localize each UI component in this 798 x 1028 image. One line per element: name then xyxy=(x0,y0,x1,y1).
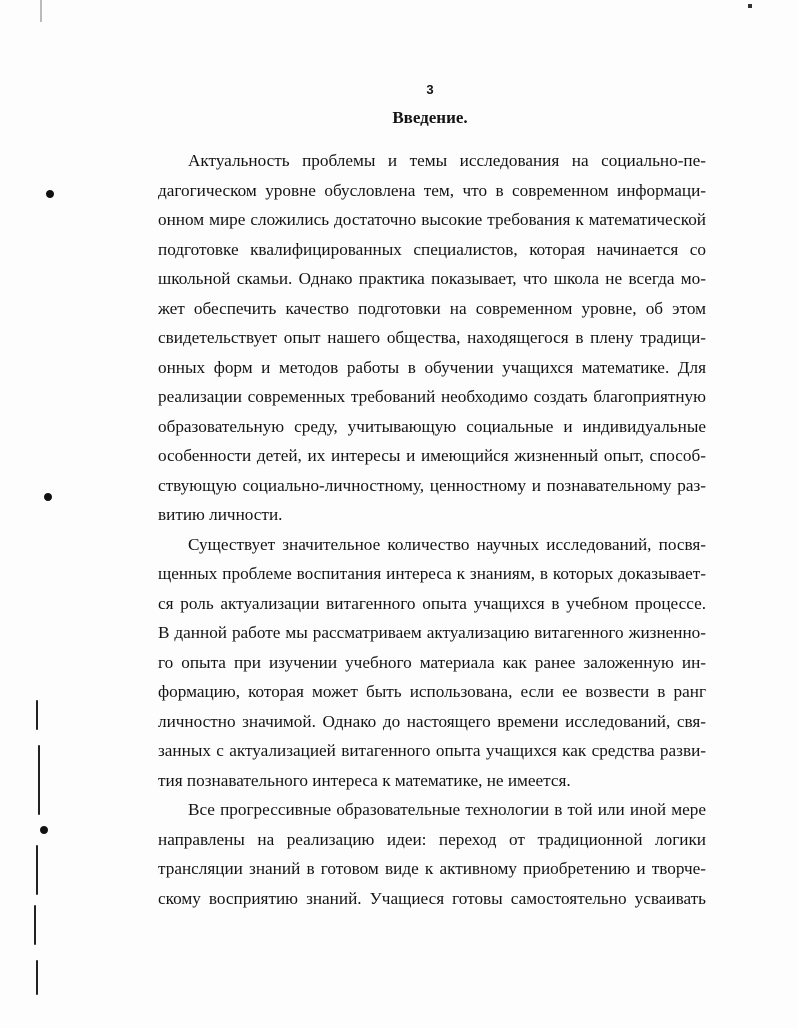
text-line: онных форм и методов работы в обучении учащихся математике. Для xyxy=(158,357,706,377)
text-line: Существует значительное количество научных исследований, посвя- xyxy=(188,534,706,554)
scan-edge-line xyxy=(36,700,38,730)
scan-corner-mark xyxy=(748,4,752,8)
page-number: 3 xyxy=(426,82,434,97)
text-line: го опыта при изучении учебного материала как ранее заложенную ин- xyxy=(158,652,706,672)
text-line: школьной скамьи. Однако практика показывает, что школа не всегда мо- xyxy=(158,269,706,288)
text-line: жет обеспечить качество подготовки на современном уровне, об этом xyxy=(158,298,706,318)
scan-edge-line xyxy=(38,745,40,815)
section-title: Введение. xyxy=(392,108,468,127)
paragraph-1 xyxy=(158,146,706,530)
text-line: щенных проблеме воспитания интереса к знаниям, в которых доказывает- xyxy=(158,564,706,583)
text-line: тия познавательного интереса к математике, не имеется. xyxy=(158,770,571,790)
scan-edge-line xyxy=(36,960,38,995)
binder-hole-top xyxy=(46,190,54,198)
text-line: ся роль актуализации витагенного опыта учащихся в учебном процессе. xyxy=(158,593,706,613)
text-line: личностно значимой. Однако до настоящего времени исследований, свя- xyxy=(158,711,706,731)
paragraph-3 xyxy=(158,795,706,913)
text-line: направлены на реализацию идеи: переход от традиционной логики xyxy=(158,829,706,849)
text-line: Все прогрессивные образовательные технологии в той или иной мере xyxy=(188,800,706,819)
text-line: особенности детей, их интересы и имеющийся жизненный опыт, способ- xyxy=(158,446,706,465)
paragraph-2 xyxy=(158,530,706,796)
text-line: дагогическом уровне обусловлена тем, что в современном информаци- xyxy=(158,180,706,200)
scan-edge-line xyxy=(34,905,36,945)
text-line: свидетельствует опыт нашего общества, находящегося в плену традици- xyxy=(158,328,706,347)
scan-edge-line xyxy=(36,845,38,895)
text-line: ствующую социально-личностному, ценностному и познавательному раз- xyxy=(158,475,706,495)
text-line: Актуальность проблемы и темы исследования на социально-пе- xyxy=(188,151,706,170)
text-line: подготовке квалифицированных специалистов, которая начинается со xyxy=(158,239,706,259)
text-line: занных с актуализацией витагенного опыта учащихся как средства разви- xyxy=(158,741,706,760)
text-line: трансляции знаний в готовом виде к активному приобретению и творче- xyxy=(158,859,706,878)
body-text xyxy=(158,146,706,913)
binder-hole-bottom xyxy=(40,826,48,834)
text-line: онном мире сложились достаточно высокие требования к математической xyxy=(158,210,706,229)
text-line: формацию, которая может быть использована, если ее возвести в ранг xyxy=(158,682,706,701)
text-line: образовательную среду, учитывающую социальные и индивидуальные xyxy=(158,416,706,436)
binder-hole-middle xyxy=(44,493,52,501)
text-line: скому восприятию знаний. Учащиеся готовы самостоятельно усваивать xyxy=(158,888,706,908)
scan-edge-mark xyxy=(40,0,42,22)
text-line: реализации современных требований необходимо создать благоприятную xyxy=(158,387,706,406)
text-line: В данной работе мы рассматриваем актуализацию витагенного жизненно- xyxy=(158,623,706,642)
text-line: витию личности. xyxy=(158,505,283,524)
